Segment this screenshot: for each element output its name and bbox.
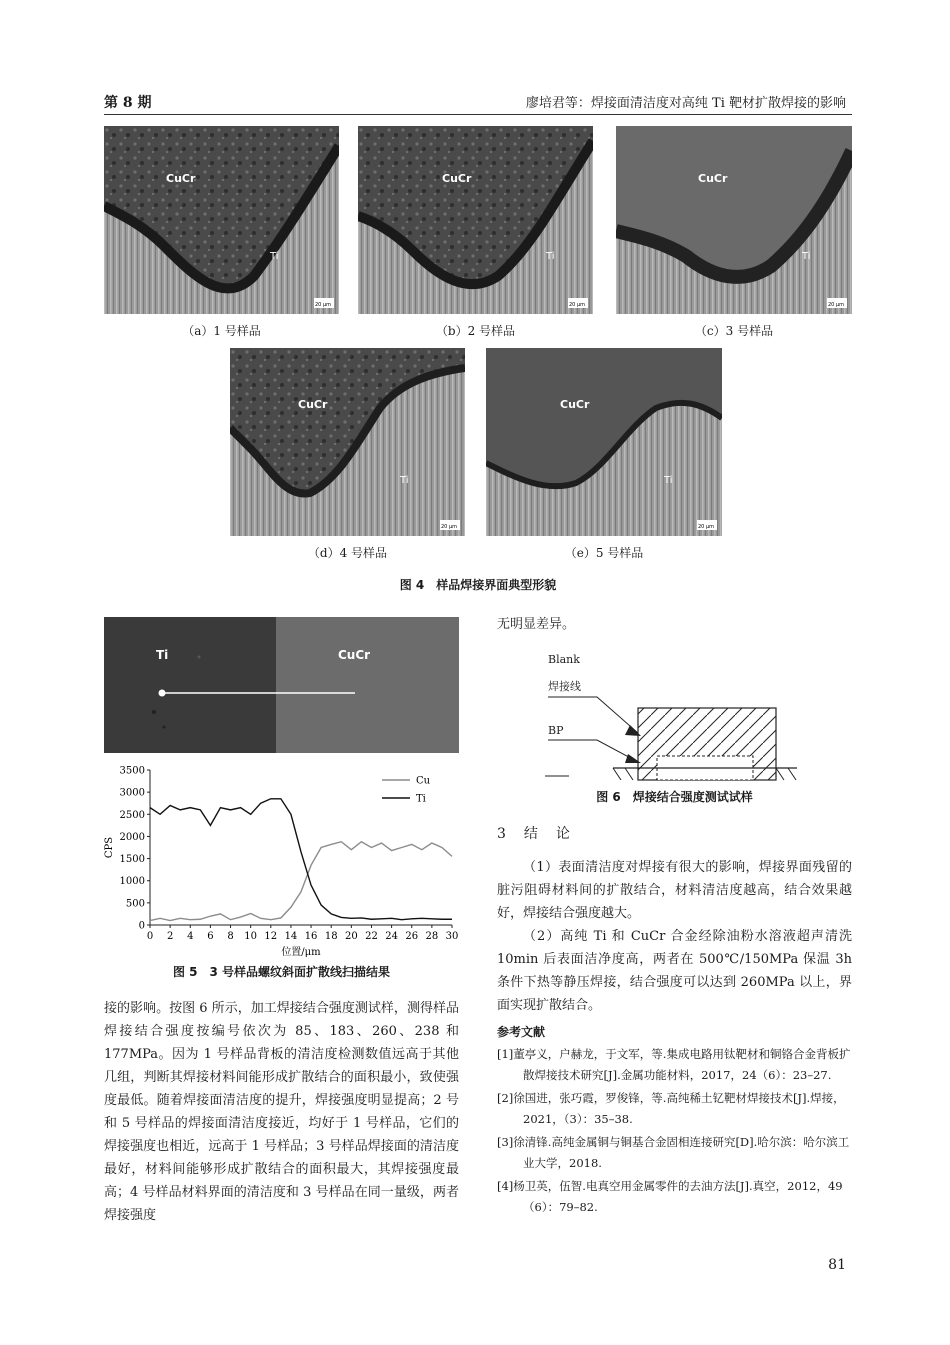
page-number: 81 [828,1257,846,1273]
reference-item: [4]杨卫英，伍智.电真空用金属零件的去油方法[J].真空，2012，49（6）：79–82. [497,1179,843,1214]
label-ti: Ti [400,475,409,486]
label-cucr: CuCr [298,398,328,411]
legend-label-cu: Cu [416,775,431,787]
micrograph-1 [104,126,339,314]
line-scan-chart [100,760,462,960]
x-tick-label: 30 [445,931,459,942]
conclusion-2: （2）高纯 Ti 和 CuCr 合金经除油粉水溶液超声清洗 10min 后表面洁净度高，两者在 500℃/150MPa 保温 3h 条件下热等静压焊接，结合强度可以达到 260MPa 以上，界面实现扩散结合。 [497,929,852,1013]
x-tick-label: 20 [344,931,358,942]
scale-bar: 20 μm [569,302,586,308]
x-tick-label: 8 [227,931,234,942]
sem-label-cucr: CuCr [338,648,371,662]
blank-label: Blank [548,653,580,666]
x-tick-label: 4 [187,931,194,942]
x-tick-label: 12 [264,931,278,942]
bp-label: BP [548,724,564,737]
micrograph-2 [358,126,593,314]
caption-c: （c）3 号样品 [694,324,774,338]
weld-line-label: 焊接线 [548,680,581,693]
x-tick-label: 24 [385,931,398,942]
caption-d: （d）4 号样品 [307,546,388,560]
label-cucr: CuCr [560,398,590,411]
right-text-top: 无明显差异。 [497,617,576,632]
micrograph-5 [486,348,722,536]
references-list [497,1044,852,1220]
label-ti: Ti [802,251,811,262]
left-paragraph [104,997,459,1227]
caption-a: （a）1 号样品 [182,324,261,338]
y-tick-label: 1000 [119,876,145,888]
label-cucr: CuCr [698,172,728,185]
y-tick-label: 500 [125,898,145,910]
x-tick-label: 16 [304,931,318,942]
figure4-title: 图 4 样品焊接界面典型形貌 [399,578,557,592]
y-tick-label: 3500 [119,765,145,777]
reference-item: [3]徐清锋.高纯金属铜与铜基合金固相连接研究[D].哈尔滨：哈尔滨工业大学，2018. [497,1135,850,1170]
caption-e: （e）5 号样品 [564,546,644,560]
scale-bar: 20 μm [698,524,715,530]
x-tick-label: 6 [207,931,214,942]
figure6-title: 图 6 焊接结合强度测试试样 [596,790,753,804]
y-tick-label: 1500 [119,854,145,866]
left-paragraph-text: 接的影响。按图 6 所示，加工焊接结合强度测试样，测得样品焊接结合强度按编号依次为 85、183、260、238 和 177MPa。因为 1 号样品背板的清洁度检测数值远高于其他几组，判断其焊接材料间能形成扩散结合的面积最小，致使强度最低。随着焊接面清洁度的提升，焊接强度明显提高；2 号和 5 号样品的焊接面清洁度接近，均好于 1 号样品，它们的焊接强度也相近，远高于 1 号样品；3 号样品焊接面的清洁度最好，材料间能够形成扩散结合的面积最大，其焊接强度最高；4 号样品材料界面的清洁度和 3 号样品在同一量级，两者焊接强度 [104,1001,459,1223]
journal-issue: 第 8 期 [104,95,152,111]
label-ti: Ti [664,475,673,486]
x-tick-label: 0 [146,931,154,942]
y-tick-label: 0 [138,920,145,932]
legend-label-ti: Ti [416,793,426,805]
section-heading: 3 结 论 [497,826,572,842]
scale-bar: 20 μm [441,524,458,530]
x-axis-label: 位置/μm [281,947,321,958]
y-tick-label: 2000 [119,831,145,843]
x-tick-label: 28 [425,931,439,942]
x-tick-label: 10 [244,931,258,942]
x-tick-label: 26 [405,931,419,942]
running-title: 廖培君等：焊接面清洁度对高纯 Ti 靶材扩散焊接的影响 [525,96,846,111]
caption-b: （b）2 号样品 [435,324,516,338]
references-heading: 参考文献 [497,1025,546,1039]
y-axis-label: CPS [104,836,115,859]
scale-bar: 20 μm [828,302,845,308]
micrograph-3 [616,126,852,314]
sem-image [104,617,459,753]
scale-bar: 20 μm [315,302,332,308]
reference-item: [2]徐国进，张巧霞，罗俊锋，等.高纯稀土钇靶材焊接技术[J].焊接，2021，（3）：35–38. [497,1091,845,1126]
figure5-title: 图 5 3 号样品螺纹斜面扩散线扫描结果 [172,965,391,979]
x-tick-label: 2 [166,931,174,942]
label-ti: Ti [270,251,279,262]
y-tick-label: 2500 [119,809,145,821]
reference-item: [1]董亭义，户赫龙，于文军，等.集成电路用钛靶材和铜铬合金背板扩散焊接技术研究[J].金属功能材料，2017，24（6）：23–27. [497,1047,851,1082]
y-tick-label: 3000 [119,787,145,799]
conclusion-text [497,856,852,1017]
micrograph-4 [230,348,465,536]
label-cucr: CuCr [442,172,472,185]
x-tick-label: 22 [365,931,378,942]
label-ti: Ti [546,251,555,262]
x-tick-label: 14 [284,931,298,942]
test-specimen-diagram [497,645,807,785]
series-line-ti [150,799,452,920]
conclusion-1: （1）表面清洁度对焊接有很大的影响，焊接界面残留的脏污阻碍材料间的扩散结合，材料清洁度越高，结合效果越好，焊接结合强度越大。 [497,860,852,921]
label-cucr: CuCr [166,172,196,185]
x-tick-label: 18 [324,931,338,942]
header-rule [104,114,852,115]
sem-label-ti: Ti [156,648,169,662]
